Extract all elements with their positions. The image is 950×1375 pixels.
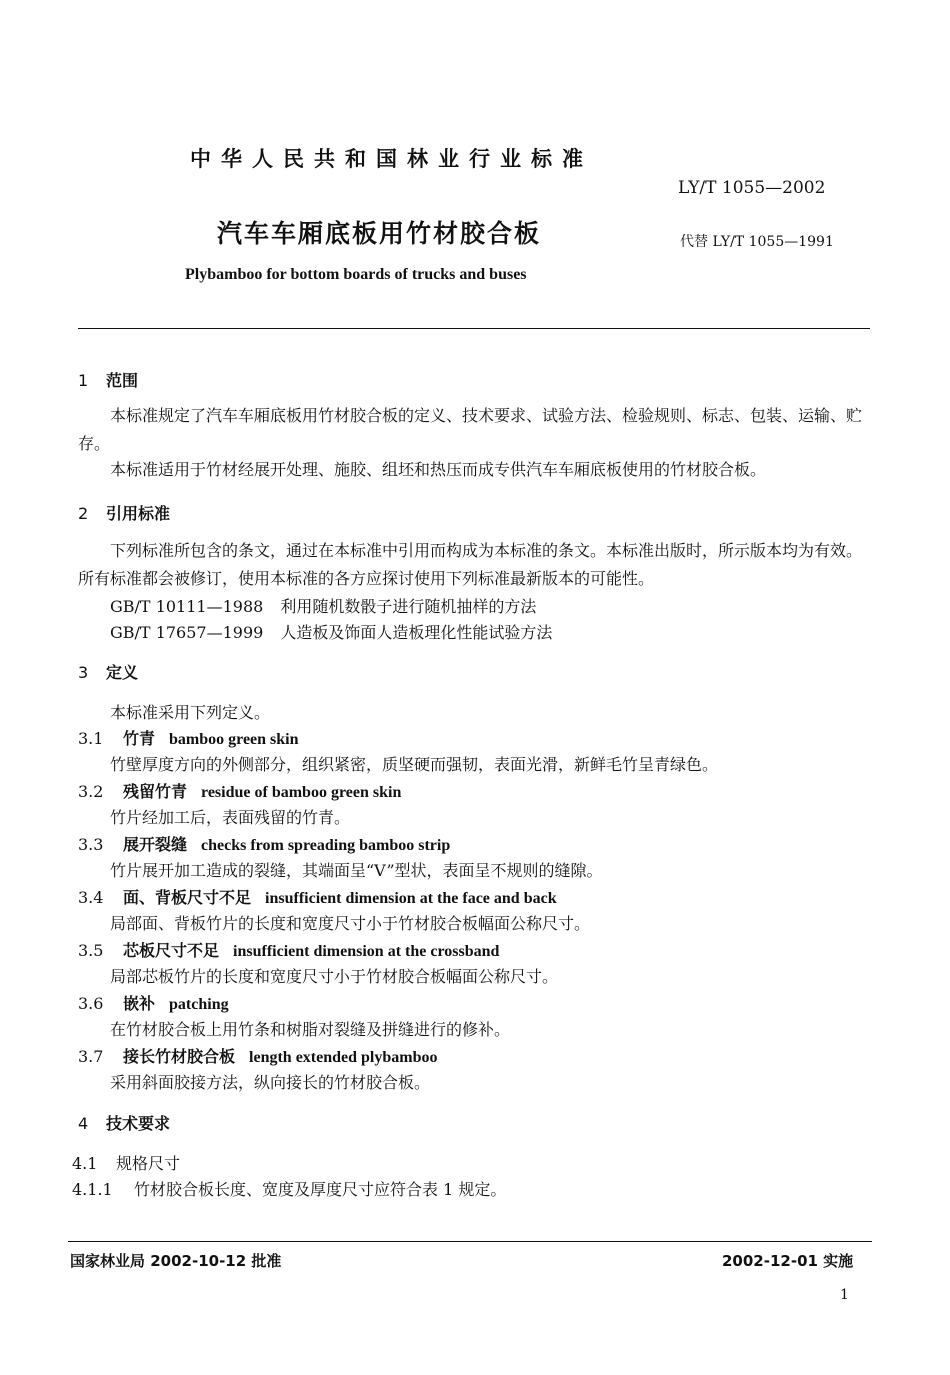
definition-text: 竹片经加工后，表面残留的竹青。 xyxy=(110,808,351,827)
subsection-number: 4.1 xyxy=(72,1154,98,1173)
definition-term xyxy=(78,832,450,855)
reference-item xyxy=(110,620,552,643)
definition-term-zh: 面、背板尺寸不足 xyxy=(123,888,252,907)
definition-term-en: residue of bamboo green skin xyxy=(201,784,402,801)
definition-term-en: bamboo green skin xyxy=(169,731,299,748)
national-standard-title: 中华人民共和国林业行业标准 xyxy=(190,147,593,171)
definition-text: 局部面、背板竹片的长度和宽度尺寸小于竹材胶合板幅面公称尺寸。 xyxy=(110,914,591,933)
subsection-number: 4.1.1 xyxy=(72,1180,113,1199)
reference-code: GB/T 17657—1999 xyxy=(110,623,264,642)
section-2-heading xyxy=(78,501,170,524)
section-1-paragraph-2: 本标准适用于竹材经展开处理、施胶、组坯和热压而成专供汽车车厢底板使用的竹材胶合板。 xyxy=(110,460,767,479)
section-number: 3 xyxy=(78,663,89,682)
definition-text: 竹片展开加工造成的裂缝，其端面呈“V”型状，表面呈不规则的缝隙。 xyxy=(110,861,603,880)
section-3-heading xyxy=(78,660,138,683)
definition-term xyxy=(78,726,299,749)
definition-text: 竹壁厚度方向的外侧部分，组织紧密，质坚硬而强韧，表面光滑，新鲜毛竹呈青绿色。 xyxy=(110,755,719,774)
definition-term-zh: 芯板尺寸不足 xyxy=(123,941,220,960)
definition-term-en: checks from spreading bamboo strip xyxy=(201,837,451,854)
replaces-standard: 代替 LY/T 1055—1991 xyxy=(680,234,834,250)
section-2-paragraph: 下列标准所包含的条文，通过在本标准中引用而构成为本标准的条文。本标准出版时，所示版本均为有效。所有标准都会被修订，使用本标准的各方应探讨使用下列标准最新版本的可能性。 xyxy=(78,541,863,588)
definition-number: 3.7 xyxy=(78,1047,104,1066)
effective-date: 2002-12-01 实施 xyxy=(722,1252,854,1270)
section-title: 引用标准 xyxy=(106,504,171,523)
definition-number: 3.5 xyxy=(78,941,104,960)
section-number: 1 xyxy=(78,371,89,390)
definition-term xyxy=(78,885,557,908)
definition-number: 3.6 xyxy=(78,994,104,1013)
definition-number: 3.1 xyxy=(78,729,104,748)
definition-text: 局部芯板竹片的长度和宽度尺寸小于竹材胶合板幅面公称尺寸。 xyxy=(110,967,559,986)
definition-number: 3.3 xyxy=(78,835,104,854)
section-title: 范围 xyxy=(106,371,139,390)
subsection-text: 竹材胶合板长度、宽度及厚度尺寸应符合表 1 规定。 xyxy=(134,1180,507,1199)
header-divider xyxy=(78,328,870,329)
section-1-paragraph-1: 本标准规定了汽车车厢底板用竹材胶合板的定义、技术要求、试验方法、检验规则、标志、包装、运输、贮存。 xyxy=(78,406,863,453)
definition-term-zh: 接长竹材胶合板 xyxy=(123,1047,236,1066)
definition-text: 在竹材胶合板上用竹条和树脂对裂缝及拼缝进行的修补。 xyxy=(110,1020,511,1039)
definition-term xyxy=(78,779,401,802)
definition-term-en: insufficient dimension at the crossband xyxy=(233,943,500,960)
definition-term xyxy=(78,938,499,961)
subsection-title: 规格尺寸 xyxy=(116,1154,181,1173)
section-number: 4 xyxy=(78,1114,89,1133)
definition-term-zh: 展开裂缝 xyxy=(123,835,188,854)
section-number: 2 xyxy=(78,504,89,523)
document-title: 汽车车厢底板用竹材胶合板 xyxy=(217,219,542,248)
footer-divider xyxy=(68,1241,872,1242)
definition-term-zh: 残留竹青 xyxy=(123,782,188,801)
section-title: 技术要求 xyxy=(106,1114,171,1133)
definition-term-en: insufficient dimension at the face and back xyxy=(265,890,557,907)
english-title: Plybamboo for bottom boards of trucks and buses xyxy=(185,266,527,283)
subsection-4-1 xyxy=(72,1151,180,1174)
definition-term-en: patching xyxy=(169,996,229,1013)
definition-term xyxy=(78,991,229,1014)
subsection-4-1-1 xyxy=(72,1177,506,1200)
definition-term xyxy=(78,1044,437,1067)
section-1-heading xyxy=(78,368,138,391)
section-4-heading xyxy=(78,1111,170,1134)
section-3-intro: 本标准采用下列定义。 xyxy=(110,703,271,722)
approval-date: 国家林业局 2002-10-12 批准 xyxy=(70,1252,282,1270)
reference-item xyxy=(110,594,536,617)
definition-term-zh: 竹青 xyxy=(123,729,156,748)
definition-term-en: length extended plybamboo xyxy=(249,1049,438,1066)
reference-title: 利用随机数骰子进行随机抽样的方法 xyxy=(280,597,537,616)
definition-text: 采用斜面胶接方法，纵向接长的竹材胶合板。 xyxy=(110,1073,431,1092)
page-number: 1 xyxy=(840,1287,849,1303)
definition-number: 3.2 xyxy=(78,782,104,801)
standard-code: LY/T 1055—2002 xyxy=(678,178,826,198)
section-title: 定义 xyxy=(106,663,139,682)
definition-term-zh: 嵌补 xyxy=(123,994,156,1013)
reference-code: GB/T 10111—1988 xyxy=(110,597,264,616)
reference-title: 人造板及饰面人造板理化性能试验方法 xyxy=(280,623,553,642)
definition-number: 3.4 xyxy=(78,888,104,907)
